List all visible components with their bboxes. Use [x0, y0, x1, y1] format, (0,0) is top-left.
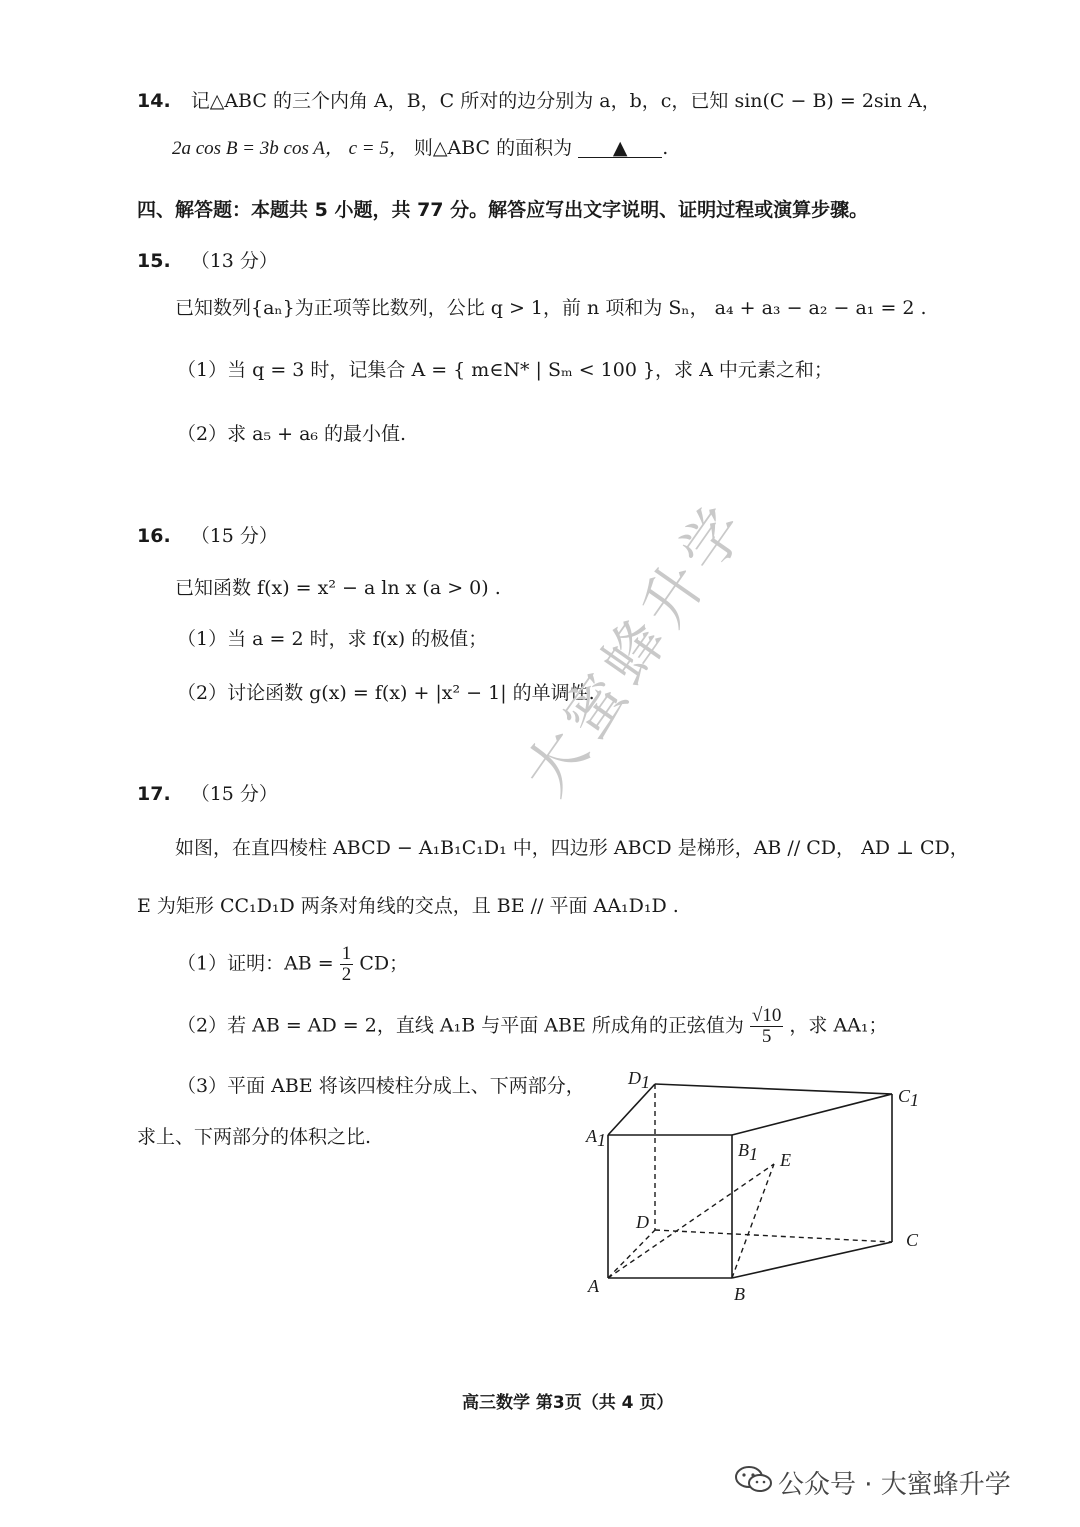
edge-B1C1 — [732, 1094, 892, 1135]
part-text: ，求 AA₁； — [789, 1014, 888, 1037]
label-D1: D1 — [628, 1068, 650, 1092]
page-footer: 高三数学 第3页（共 4 页） — [462, 1393, 674, 1413]
label-B1: B1 — [738, 1140, 758, 1164]
answer-blank — [578, 139, 662, 158]
question-number: 14. — [137, 90, 171, 112]
question-17-header — [137, 779, 278, 806]
numerator: 1 — [341, 943, 352, 964]
question-text: 记△ABC 的三个内角 A，B，C 所对的边分别为 a，b，c，已知 sin(C − B) = 2sin A， — [190, 90, 941, 112]
part-text: CD； — [359, 952, 409, 975]
label-E: E — [780, 1150, 791, 1170]
question-number: 17. — [137, 783, 171, 805]
edge-DC-hidden — [655, 1230, 892, 1242]
question-17-part3a: （3）平面 ABE 将该四棱柱分成上、下两部分， — [177, 1075, 585, 1097]
segment-AE — [608, 1164, 774, 1278]
question-14 — [137, 86, 941, 113]
question-points: （13 分） — [190, 250, 278, 272]
wechat-icon — [734, 1464, 774, 1499]
question-15-header — [137, 246, 278, 273]
question-points: （15 分） — [190, 525, 278, 547]
question-points: （15 分） — [190, 783, 278, 805]
math-expression: 2a cos B = 3b cos A， c = 5， — [172, 138, 408, 159]
label-A1: A1 — [586, 1126, 606, 1150]
question-15-part2: （2）求 a₅ + a₆ 的最小值. — [177, 423, 407, 445]
blank-triangle-icon: ▲ — [612, 137, 628, 159]
question-17-part3b: 求上、下两部分的体积之比. — [137, 1126, 372, 1148]
question-16-header — [137, 521, 278, 548]
label-C1: C1 — [898, 1086, 920, 1110]
question-number: 15. — [137, 250, 171, 272]
question-15-stem: 已知数列{aₙ}为正项等比数列，公比 q > 1，前 n 项和为 Sₙ， a₄ + a₃ − a₂ − a₁ = 2 . — [175, 297, 927, 319]
fraction — [340, 944, 354, 985]
question-15-part1: （1）当 q = 3 时，记集合 A = { m∈N* | Sₘ < 100 }，求 A 中元素之和； — [177, 359, 833, 381]
brand-text: 公众号 · 大蜜蜂升学 — [778, 1470, 1011, 1500]
edge-AD-hidden — [608, 1230, 655, 1278]
question-text: 则△ABC 的面积为 — [413, 137, 573, 159]
question-number: 16. — [137, 525, 171, 547]
period: . — [662, 137, 669, 159]
numerator: √10 — [751, 1005, 782, 1026]
denominator: 2 — [341, 964, 352, 985]
question-17-stem1: 如图，在直四棱柱 ABCD − A₁B₁C₁D₁ 中，四边形 ABCD 是梯形，AB // CD， AD ⊥ CD， — [175, 837, 969, 859]
question-17-part1 — [177, 944, 408, 985]
edge-D1C1 — [655, 1084, 892, 1094]
question-16-stem: 已知函数 f(x) = x² − a ln x (a > 0) . — [175, 577, 501, 599]
part-text: （2）若 AB = AD = 2，直线 A₁B 与平面 ABE 所成角的正弦值为 — [177, 1014, 744, 1037]
fraction — [750, 1006, 783, 1047]
edge-BC — [732, 1242, 892, 1278]
part-text: （1）证明：AB = — [177, 952, 334, 975]
question-17-part2 — [177, 1006, 888, 1047]
label-A: A — [588, 1276, 599, 1296]
question-16-part2: （2）讨论函数 g(x) = f(x) + |x² − 1| 的单调性. — [177, 682, 595, 704]
prism-figure — [580, 1060, 950, 1310]
label-B: B — [734, 1284, 745, 1304]
label-C: C — [906, 1230, 919, 1250]
segment-BE — [732, 1164, 774, 1278]
question-17-stem2: E 为矩形 CC₁D₁D 两条对角线的交点，且 BE // 平面 AA₁D₁D . — [137, 895, 679, 917]
watermark: 大蜜蜂升学 — [510, 488, 764, 808]
question-16-part1: （1）当 a = 2 时，求 f(x) 的极值； — [177, 628, 488, 650]
section-heading: 四、解答题：本题共 5 小题，共 77 分。解答应写出文字说明、证明过程或演算步骤。 — [137, 199, 869, 221]
question-14-line2 — [172, 133, 668, 160]
denominator: 5 — [761, 1026, 772, 1047]
label-D: D — [636, 1212, 649, 1232]
